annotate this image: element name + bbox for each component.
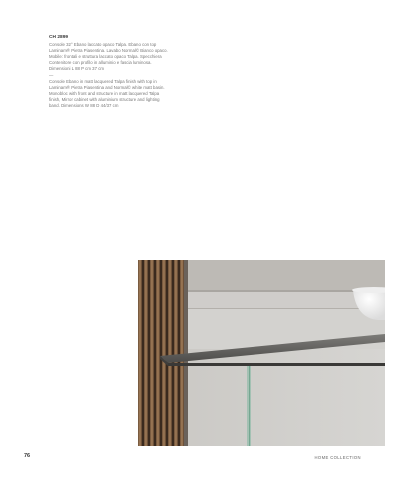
page-number: 76: [24, 453, 31, 459]
description-italian: [49, 42, 199, 72]
description-line: Dimensioni L 88 P cm 37 cm: [49, 66, 104, 72]
product-description: [49, 35, 199, 109]
description-line: finish, Mirror cabinet with aluminium structure and lighting: [49, 96, 160, 102]
description-line: band. Dimensions W 88 D 44/37 cm: [49, 103, 119, 109]
description-line: Console 32° Ebano laccato opaco Talpa. Ebano con top: [49, 42, 157, 48]
description-line: Contenitore con profilo in alluminio e fascia luminosa.: [49, 60, 152, 66]
product-photo: [138, 260, 385, 446]
description-line: Console Ebano in matt lacquered Talpa finish with top in: [49, 78, 157, 84]
description-line: Mobile: frontali e struttura laccato opaco Talpa. Specchiera: [49, 54, 162, 60]
description-line: Monobloc with front and structure in matt lacquered Talpa: [49, 90, 160, 96]
product-code: CH 2899: [49, 35, 69, 40]
console-scene-image: [138, 260, 385, 446]
description-line: Laminam® Pietra Piasentina. Lavabo Normal© Bianco opaco.: [49, 48, 168, 54]
description-line: Laminam® Pietra Piasentina and Normal© white matt basin.: [49, 84, 165, 90]
collection-label: HOME COLLECTION: [314, 455, 361, 460]
language-divider: —: [49, 72, 54, 78]
description-english: [49, 79, 199, 109]
